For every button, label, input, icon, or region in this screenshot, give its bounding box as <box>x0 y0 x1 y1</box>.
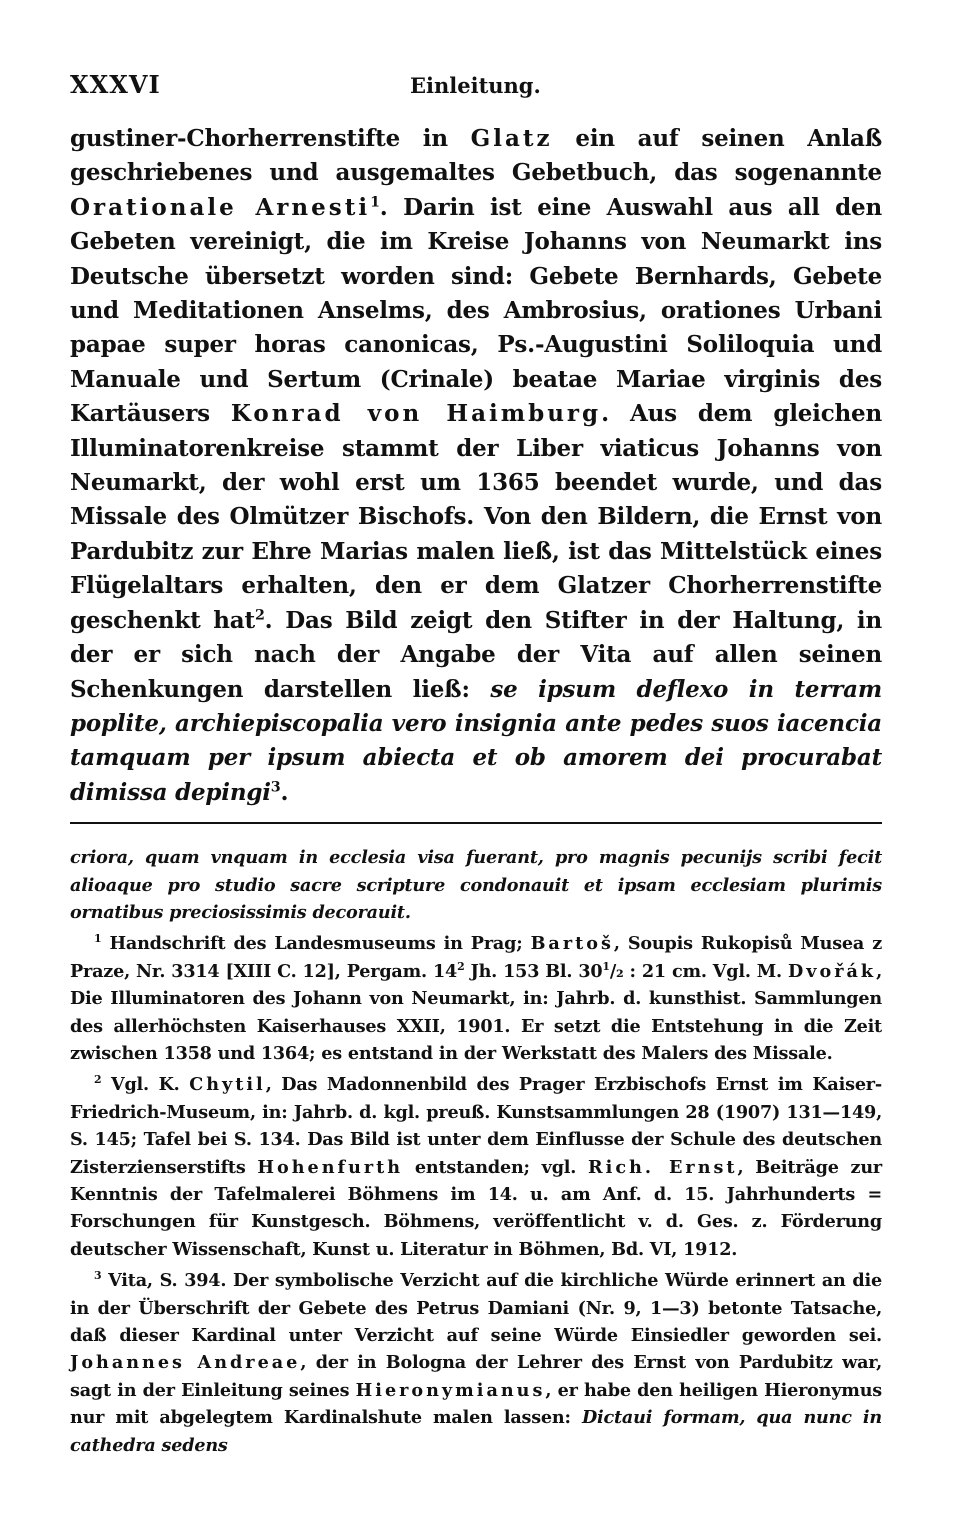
text-segment: . Aus dem gleichen Illuminatorenkreise stammt der Liber viaticus Johanns von Neumarkt, der wohl erst um 1365 beendet wurde, und das Missale des Olmützer Bischofs. Von den Bildern, die Ernst von Pardubitz zur Ehre Marias malen ließ, ist das Mittelstück eines Flügelaltars erhalten, den er dem Glatzer Chorherrenstifte geschenkt hat <box>70 400 882 634</box>
footnote-ref-3[interactable]: 3 <box>270 779 281 796</box>
page-number: XXXVI <box>70 70 161 99</box>
footnote-text: , der in Bologna der Lehrer des Ernst von Pardubitz war, sagt in der Einleitung seines <box>70 1352 882 1401</box>
latin-quotation: se ipsum deflexo in terram poplite, archiepiscopalia vero insignia ante pedes suos iacencia tamquam per ipsum abiecta et ob amorem dei procurabat dimissa depingi <box>70 675 882 806</box>
author-name: Chytil <box>189 1074 266 1096</box>
footnote-continuation: criora, quam vnquam in ecclesia visa fuerant, pro magnis pecunijs scribi fecit alioaque pro studio sacre scripture condonauit et ipsam ecclesiam plurimis ornatibus preciosissimis decorauit. <box>70 847 882 923</box>
superscript: 2 <box>457 959 465 973</box>
footnote-text: , er habe den heiligen Hieronymus nur mit abgelegtem Kardinalshute malen lassen: <box>70 1379 883 1429</box>
text-segment: . Darin ist eine Auswahl aus all den Gebeten vereinigt, die im Kreise Johanns von Neumarkt ins Deutsche übersetzt worden sind: Gebete Bernhards, Gebete und Meditationen Anselms, des Ambrosius, orationes Urbani papae super horas canonicas, Ps.-Augustini Soliloquia und Manuale und Sertum (Crinale) beatae Mariae virginis des Kartäusers <box>70 193 882 428</box>
place-name-glatz: Glatz <box>470 125 553 152</box>
footnote-text: , Soupis Rukopisů Musea z Praze, Nr. 3314 [XIII C. 12], Pergam. 14 <box>70 933 882 982</box>
footnote-text: Vita, S. 394. Der symbolische Verzicht auf die kirchliche Würde erinnert an die in der Überschrift der Gebete des Petrus Damiani (Nr. 9, 1—3) betonte Tatsache, daß dieser Kardinal unter Verzicht auf seine Würde Einsiedler geworden sei. <box>70 1270 882 1347</box>
footnote-1 <box>70 930 882 1067</box>
footnote-ref-2[interactable]: 2 <box>254 607 265 624</box>
footnote-2 <box>70 1071 882 1263</box>
footnote-mark: 1 <box>94 932 102 946</box>
footnote-text: , Das Madonnenbild des Prager Erzbischofs Ernst im Kaiser-Friedrich-Museum, in: Jahrb. d. kgl. preuß. Kunstsammlungen 28 (1907) 131—149, S. 145; Tafel bei S. 134. Das Bild ist unter dem Einflusse der Schule des deutschen Zisterzienserstifts <box>70 1074 882 1178</box>
title-orationale: Orationale Arnesti <box>70 193 371 221</box>
text-segment: gustiner-Chorherrenstifte in <box>70 125 471 152</box>
text-segment: . <box>280 778 289 806</box>
running-head: Einleitung. <box>410 73 541 98</box>
person-name-konrad: Konrad von Haimburg <box>230 400 602 428</box>
person-name: Johannes Andreae <box>70 1352 301 1374</box>
footnote-text: /₂ : 21 cm. Vgl. M. <box>609 960 788 982</box>
footnote-text: , Beiträge zur Kenntnis der Tafelmalerei Böhmens im 14. u. am Anf. d. 15. Jahrhunderts = Forschungen für Kunstgesch. Böhmens, veröffentlicht v. d. Ges. z. Förderung deutscher Wissenschaft, Kunst u. Literatur in Böhmen, Bd. VI, 1912. <box>70 1156 882 1260</box>
footnote-mark: 2 <box>94 1073 102 1087</box>
page-header <box>70 70 882 104</box>
place-name: Hohenfurth <box>257 1156 404 1178</box>
author-name: Rich. Ernst <box>588 1156 738 1178</box>
footnote-text: , Die Illuminatoren des Johann von Neumarkt, in: Jahrb. d. kunsthist. Sammlungen des allerhöchsten Kaiserhauses XXII, 1901. Er setzt die Entstehung in die Zeit zwischen 1358 und 1364; es entstand in der Werkstatt des Malers des Missale. <box>70 960 882 1064</box>
text-segment: ein auf seinen Anlaß geschriebenes und ausgemaltes Gebetbuch, das sogenannte <box>70 125 882 187</box>
author-name: Dvořák <box>787 960 877 982</box>
footnote-mark: 3 <box>94 1269 102 1283</box>
author-name: Bartoš <box>530 933 614 955</box>
footnote-text: Handschrift des Landesmuseums in Prag; <box>101 933 531 955</box>
footnote-text: entstanden; vgl. <box>403 1156 589 1178</box>
footnote-ref-1[interactable]: 1 <box>370 194 380 211</box>
footnote-text: Vgl. K. <box>101 1074 190 1096</box>
footnotes <box>70 844 882 1459</box>
main-text <box>70 122 882 810</box>
footnote-3 <box>70 1267 882 1459</box>
work-title: Hieronymianus <box>355 1379 546 1401</box>
footnote-text: Jh. 153 Bl. 30 <box>464 960 603 982</box>
latin-quotation: Dictaui formam, qua nunc in cathedra sedens <box>70 1407 882 1456</box>
text-segment: . Das Bild zeigt den Stifter in der Haltung, in der er sich nach der Angabe der Vita auf allen seinen Schenkungen darstellen ließ: <box>70 606 882 703</box>
superscript: 1 <box>602 959 610 973</box>
footnote-divider <box>70 822 882 824</box>
